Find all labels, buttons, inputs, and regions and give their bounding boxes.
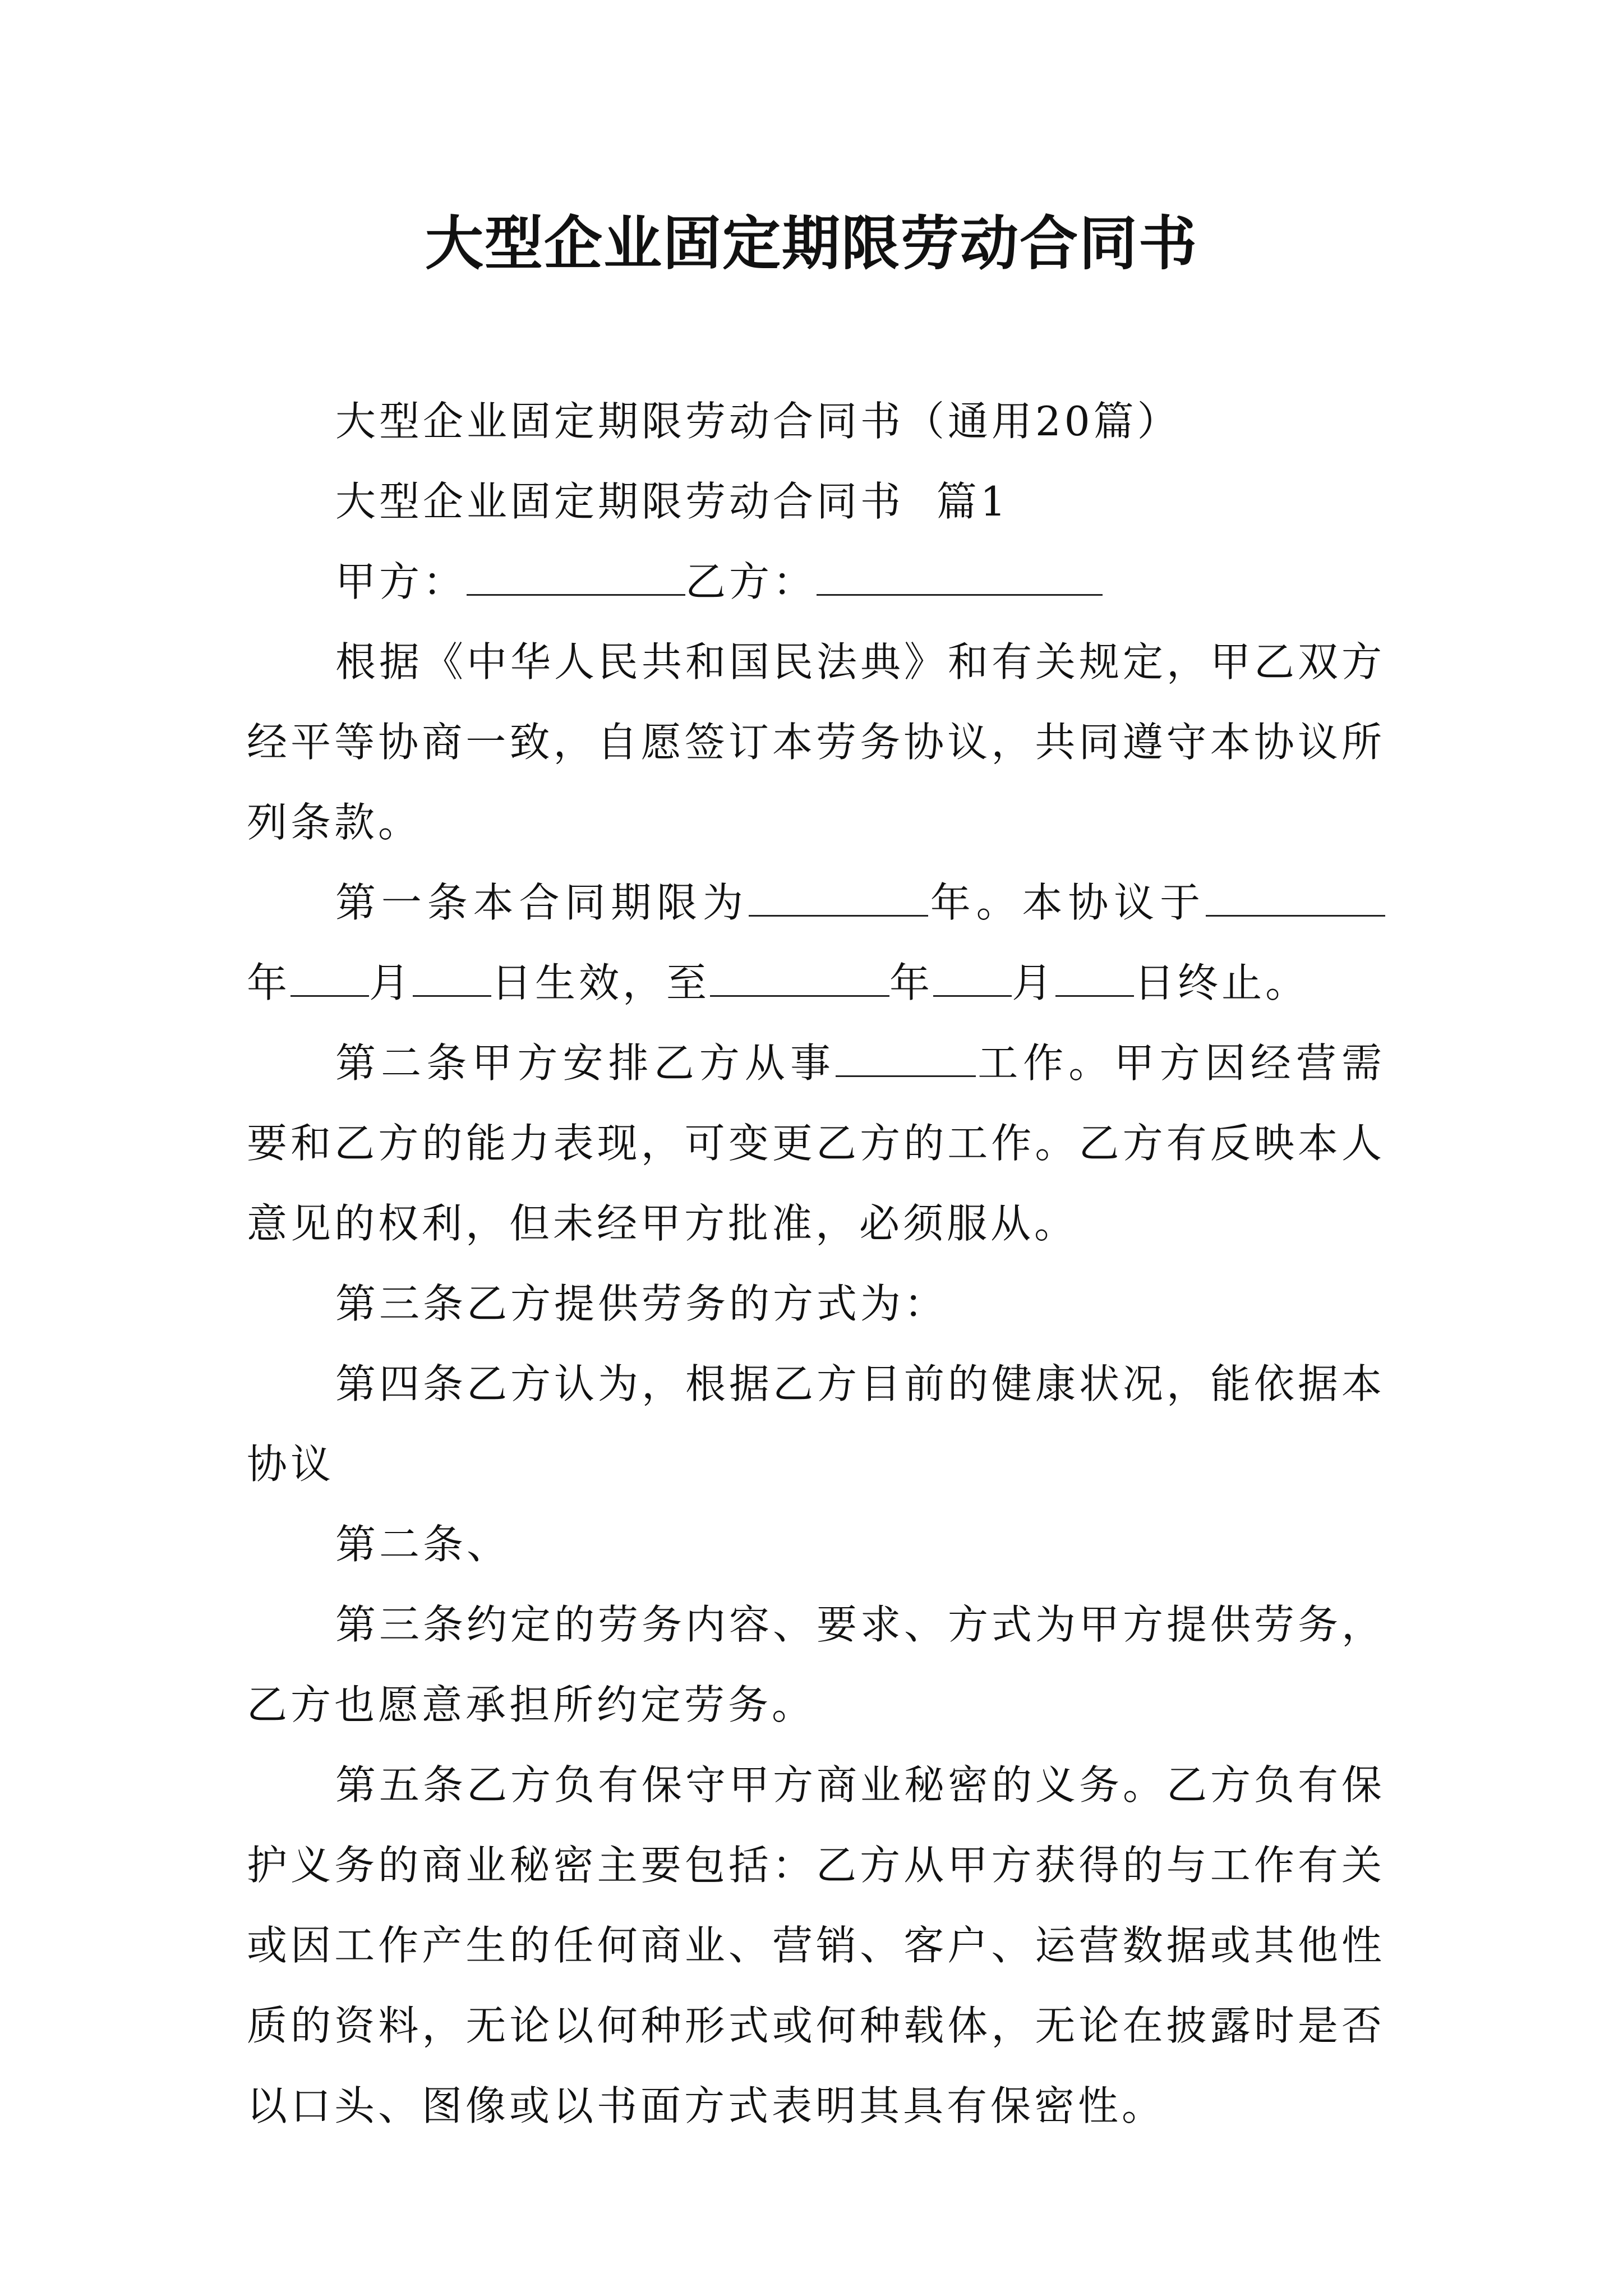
article-2-text: 第二条甲方安排乙方从事 [335, 1039, 836, 1087]
article-1-text: 年 [247, 959, 291, 1006]
article-4-ref-3: 第三条约定的劳务内容、要求、方式为甲方提供劳务，乙方也愿意承担所约定劳务。 [247, 1601, 1386, 1728]
party-b-blank [817, 560, 1103, 596]
article-3-paragraph: 第三条乙方提供劳务的方式为： [335, 1280, 948, 1327]
article-1-text: 月 [369, 959, 413, 1006]
article-4-ref-2: 第二条、 [335, 1521, 511, 1568]
article-5-paragraph: 第五条乙方负有保守甲方商业秘密的义务。乙方负有保护义务的商业秘密主要包括：乙方从甲方获得的与工作有关或因工作产生的任何商业、营销、客户、运营数据或其他性质的资料，无论以何种形式或何种载体，无论在披露时是否以口头、图像或以书面方式表明其具有保密性。 [247, 1761, 1386, 2129]
document-body [247, 381, 1385, 2146]
section-heading: 大型企业固定期限劳动合同书 篇1 [335, 478, 1009, 525]
end-day-blank [1055, 961, 1134, 997]
start-year-blank [1206, 881, 1385, 917]
subtitle: 大型企业固定期限劳动合同书（通用20篇） [335, 398, 1181, 445]
article-1-text: 日生效，至 [491, 959, 711, 1006]
document-title: 大型企业固定期限劳动合同书 [425, 209, 1198, 278]
party-a-label: 甲方： [335, 558, 467, 605]
start-day-blank [413, 961, 491, 997]
article-2-paragraph [247, 1023, 1385, 1264]
article-4-paragraph: 第四条乙方认为，根据乙方目前的健康状况，能依据本协议 [247, 1360, 1386, 1488]
article-1-text: 第一条本合同期限为 [335, 879, 749, 926]
article-1-paragraph [247, 863, 1385, 1023]
article-2-text: 工作。甲方因经营需要和乙方的能力表现，可变更乙方的工作。乙方有反映本人意见的权利，但未经甲方批准，必须服从。 [247, 1039, 1385, 1247]
article-1-text: 日终止。 [1134, 959, 1310, 1006]
term-years-blank [749, 881, 928, 917]
article-1-text: 年。本协议于 [928, 879, 1206, 926]
article-1-text: 年 [889, 959, 934, 1006]
parties-line [247, 542, 1385, 622]
party-b-label: 乙方： [685, 558, 817, 605]
start-month-blank [291, 961, 369, 997]
preamble-paragraph: 根据《中华人民共和国民法典》和有关规定，甲乙双方经平等协商一致，自愿签订本劳务协议，共同遵守本协议所列条款。 [247, 638, 1386, 846]
end-year-blank [710, 961, 889, 997]
party-a-blank [467, 560, 685, 596]
end-month-blank [933, 961, 1012, 997]
article-1-text: 月 [1012, 959, 1056, 1006]
job-blank [836, 1042, 976, 1077]
